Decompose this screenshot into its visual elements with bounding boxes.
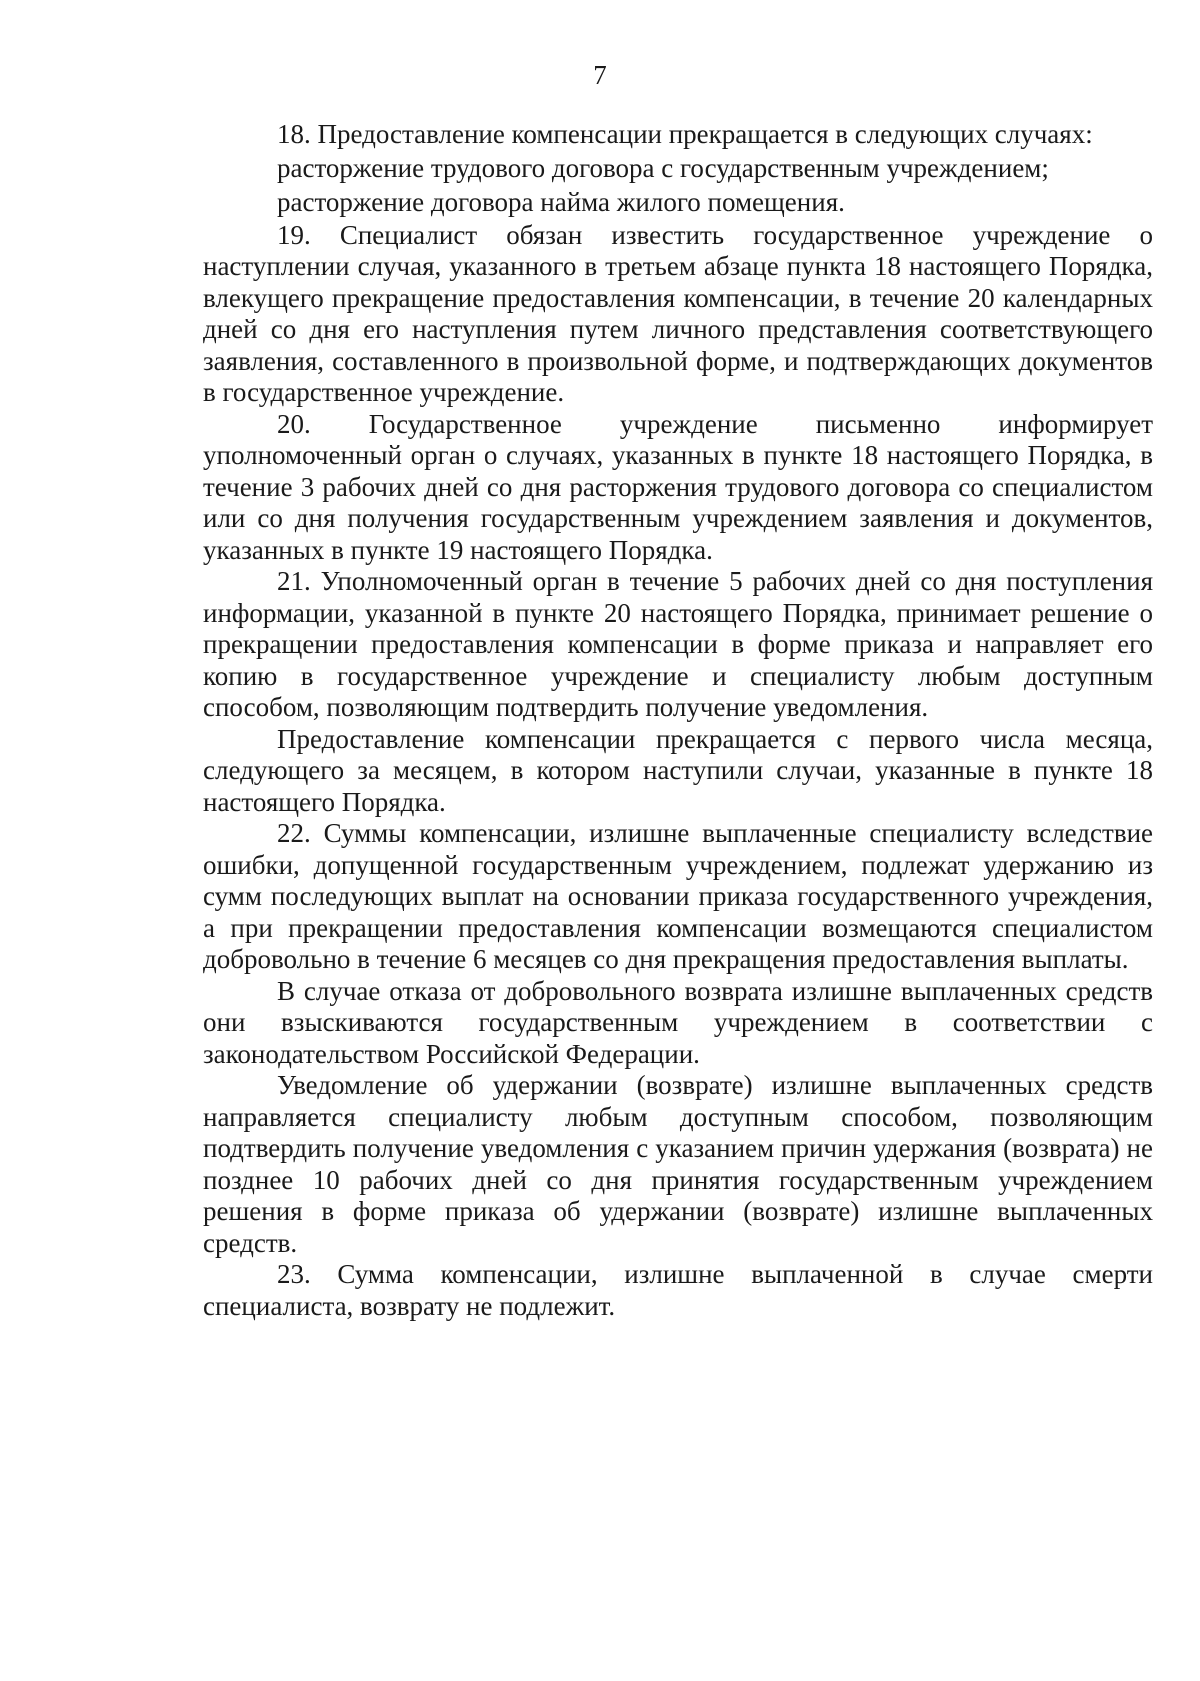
paragraph-21: 21. Уполномоченный орган в течение 5 рабочих дней со дня поступления информации, указанной в пункте 20 настоящего Порядка, принимает решение о прекращении предоставления компенсации в форме приказа и направляет его копию в государственное учреждение и специалисту любым доступным способом, позволяющим подтвердить получение уведомления. bbox=[203, 566, 1153, 723]
document-body bbox=[203, 117, 1153, 1322]
paragraph-21-continuation: Предоставление компенсации прекращается с первого числа месяца, следующего за месяцем, в котором наступили случаи, указанные в пункте 18 настоящего Порядка. bbox=[203, 723, 1153, 817]
page-number: 7 bbox=[593, 60, 607, 90]
paragraph-18-case-1: расторжение трудового договора с государственным учреждением; bbox=[277, 153, 1049, 184]
paragraph-18-case-2: расторжение договора найма жилого помещения. bbox=[277, 187, 845, 218]
paragraph-22: 22. Суммы компенсации, излишне выплаченные специалисту вследствие ошибки, допущенной государственным учреждением, подлежат удержанию из сумм последующих выплат на основании приказа государственного учреждения, а при прекращении предоставления компенсации возмещаются специалистом добровольно в течение 6 месяцев со дня прекращения предоставления выплаты. bbox=[203, 818, 1153, 975]
paragraph-18-intro: 18. Предоставление компенсации прекращается в следующих случаях: bbox=[277, 119, 1093, 149]
paragraph-19: 19. Специалист обязан известить государственное учреждение о наступлении случая, указанного в третьем абзаце пункта 18 настоящего Порядка, влекущего прекращение предоставления компенсации, в течение 20 календарных дней со дня его наступления путем личного представления соответствующего заявления, составленного в произвольной форме, и подтверждающих документов в государственное учреждение. bbox=[203, 219, 1153, 408]
paragraph-20: 20. Государственное учреждение письменно информирует уполномоченный орган о случаях, указанных в пункте 18 настоящего Порядка, в течение 3 рабочих дней со дня расторжения трудового договора со специалистом или со дня получения государственным учреждением заявления и документов, указанных в пункте 19 настоящего Порядка. bbox=[203, 408, 1153, 565]
paragraph-23: 23. Сумма компенсации, излишне выплаченной в случае смерти специалиста, возврату не подлежит. bbox=[203, 1259, 1153, 1321]
paragraph-22-refusal: В случае отказа от добровольного возврата излишне выплаченных средств они взыскиваются государственным учреждением в соответствии с законодательством Российской Федерации. bbox=[203, 975, 1153, 1069]
paragraph-22-notice: Уведомление об удержании (возврате) излишне выплаченных средств направляется специалисту любым доступным способом, позволяющим подтвердить получение уведомления с указанием причин удержания (возврата) не позднее 10 рабочих дней со дня принятия государственным учреждением решения в форме приказа об удержании (возврате) излишне выплаченных средств. bbox=[203, 1070, 1153, 1258]
